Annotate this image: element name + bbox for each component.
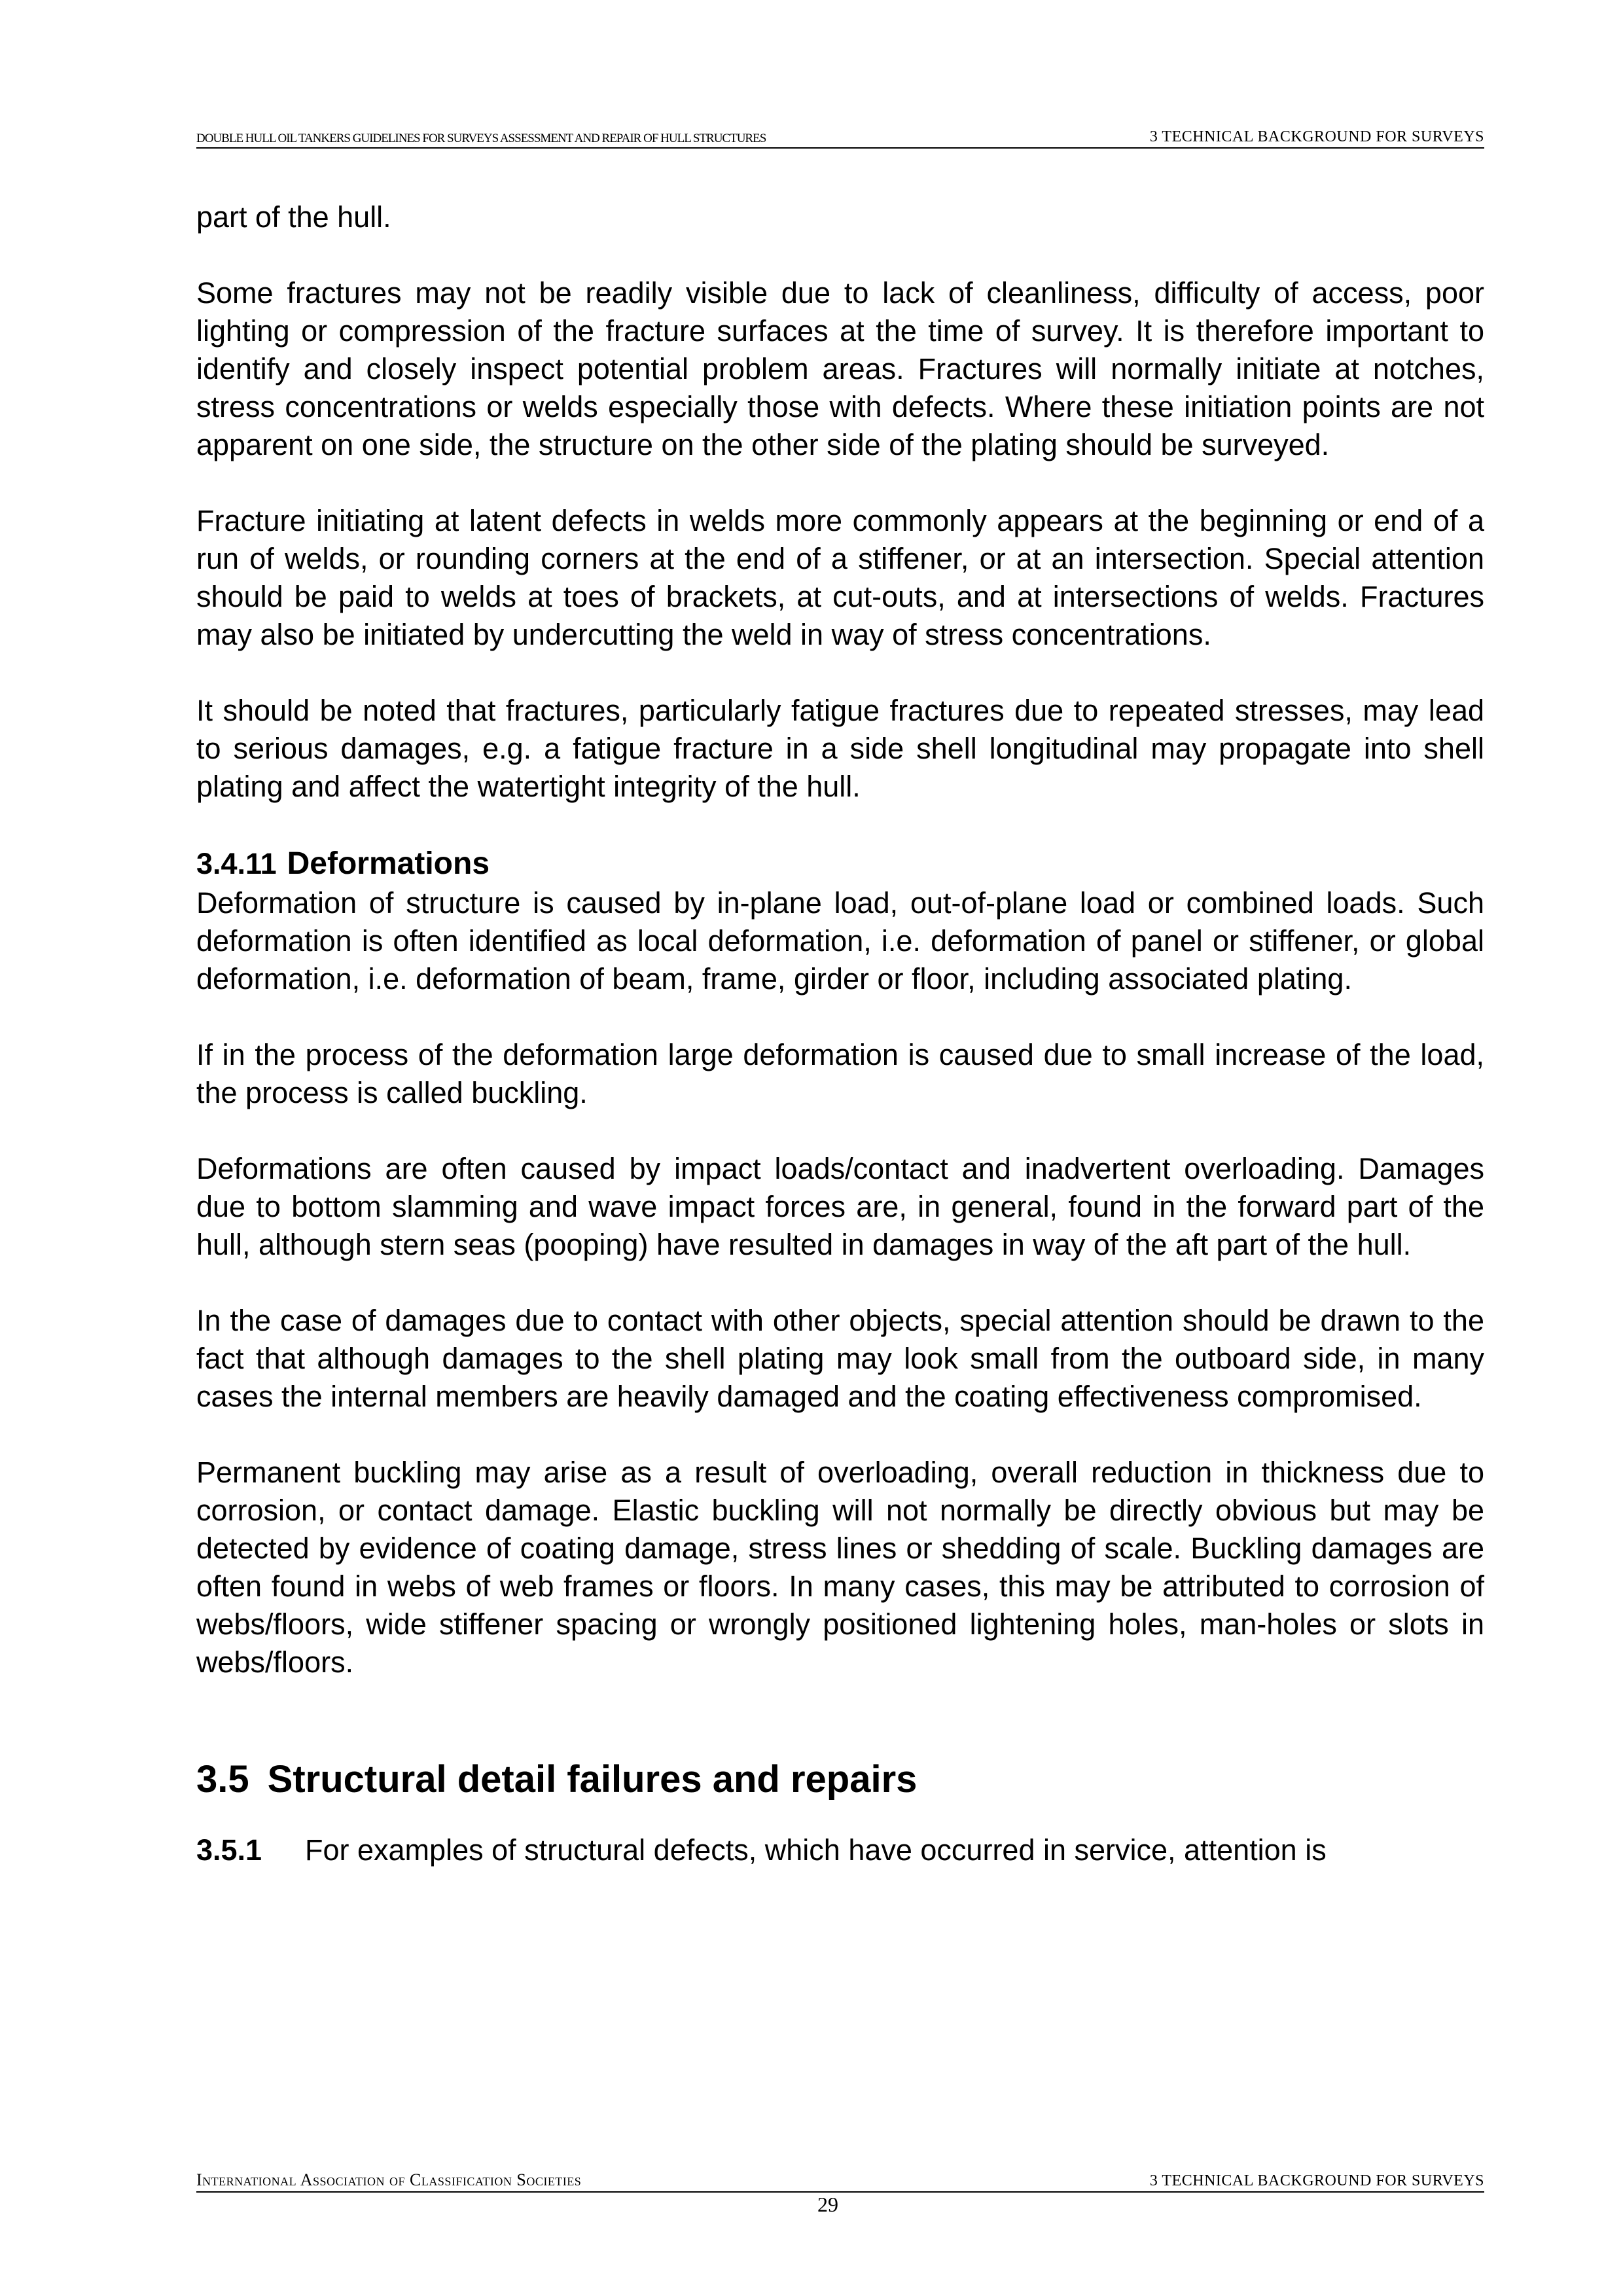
paragraph-fractures-visibility: Some fractures may not be readily visible due to lack of cleanliness, difficulty of access, poor lighting or compression of the fracture surfaces at the time of survey. It is therefore important to identify and closely inspect potential problem areas. Fractures will normally initiate at notches, stress concentrations or welds especially those with defects. Where these initiation points are not apparent on one side, the structure on the other side of the plating should be surveyed. (196, 276, 1484, 461)
paragraph-deformation-definition: Deformation of structure is caused by in-plane load, out-of-plane load or combined loads. Such deformation is often identified as local deformation, i.e. deformation of panel or stiffener, or global deformation, i.e. deformation of beam, frame, girder or floor, including associated plating. (196, 886, 1484, 996)
running-footer (196, 2170, 1484, 2193)
paragraph-fatigue-fractures: It should be noted that fractures, particularly fatigue fractures due to repeated stresses, may lead to serious damages, e.g. a fatigue fracture in a side shell longitudinal may propagate into shell plating and affect the watertight integrity of the hull. (196, 694, 1484, 803)
header-chapter-title: 3 TECHNICAL BACKGROUND FOR SURVEYS (1149, 128, 1484, 145)
numbered-paragraph (196, 1831, 1484, 1869)
footer-chapter-title: 3 TECHNICAL BACKGROUND FOR SURVEYS (1149, 2172, 1484, 2189)
paragraph-fracture-initiation: Fracture initiating at latent defects in welds more commonly appears at the beginning or end of a run of welds, or rounding corners at the end of a stiffener, or at an intersection. Special attention should be paid to welds at toes of brackets, at cut-outs, and at intersections of welds. Fractures may also be initiated by undercutting the weld in way of stress concentrations. (196, 504, 1484, 651)
footer-organization: International Association of Classification Societies (196, 2170, 582, 2189)
paragraph-number: 3.5.1 (196, 1833, 262, 1867)
section-heading-structural-detail-failures (196, 1757, 1484, 1803)
page-body (196, 198, 1484, 1869)
page-number: 29 (817, 2193, 838, 2216)
running-header (196, 128, 1484, 149)
header-document-title: DOUBLE HULL OIL TANKERS GUIDELINES FOR SURVEYS ASSESSMENT AND REPAIR OF HULL STRUCTURES (196, 132, 766, 145)
paragraph-continuation: part of the hull. (196, 200, 391, 234)
subsection-heading-deformations (196, 844, 1484, 884)
paragraph-permanent-buckling: Permanent buckling may arise as a result of overloading, overall reduction in thickness due to corrosion, or contact damage. Elastic buckling will not normally be directly obvious but may be detected by evidence of coating damage, stress lines or shedding of scale. Buckling damages are often found in webs of web frames or floors. In many cases, this may be attributed to corrosion of webs/floors, wide stiffener spacing or wrongly positioned lightening holes, man-holes or slots in webs/floors. (196, 1456, 1484, 1679)
subsection-number: 3.4.11 (196, 847, 277, 880)
section-title: Structural detail failures and repairs (267, 1758, 918, 1801)
section-number: 3.5 (196, 1758, 249, 1801)
paragraph-buckling-definition: If in the process of the deformation large deformation is caused due to small increase of the load, the process is called buckling. (196, 1038, 1484, 1109)
paragraph-impact-loads: Deformations are often caused by impact loads/contact and inadvertent overloading. Damages due to bottom slamming and wave impact forces are, in general, found in the forward part of the hull, although stern seas (pooping) have resulted in damages in way of the aft part of the hull. (196, 1152, 1484, 1261)
paragraph-contact-damages: In the case of damages due to contact with other objects, special attention should be drawn to the fact that although damages to the shell plating may look small from the outboard side, in many cases the internal members are heavily damaged and the coating effectiveness compromised. (196, 1304, 1484, 1413)
paragraph-text: For examples of structural defects, which have occurred in service, attention is (305, 1833, 1327, 1867)
subsection-title: Deformations (287, 846, 490, 881)
